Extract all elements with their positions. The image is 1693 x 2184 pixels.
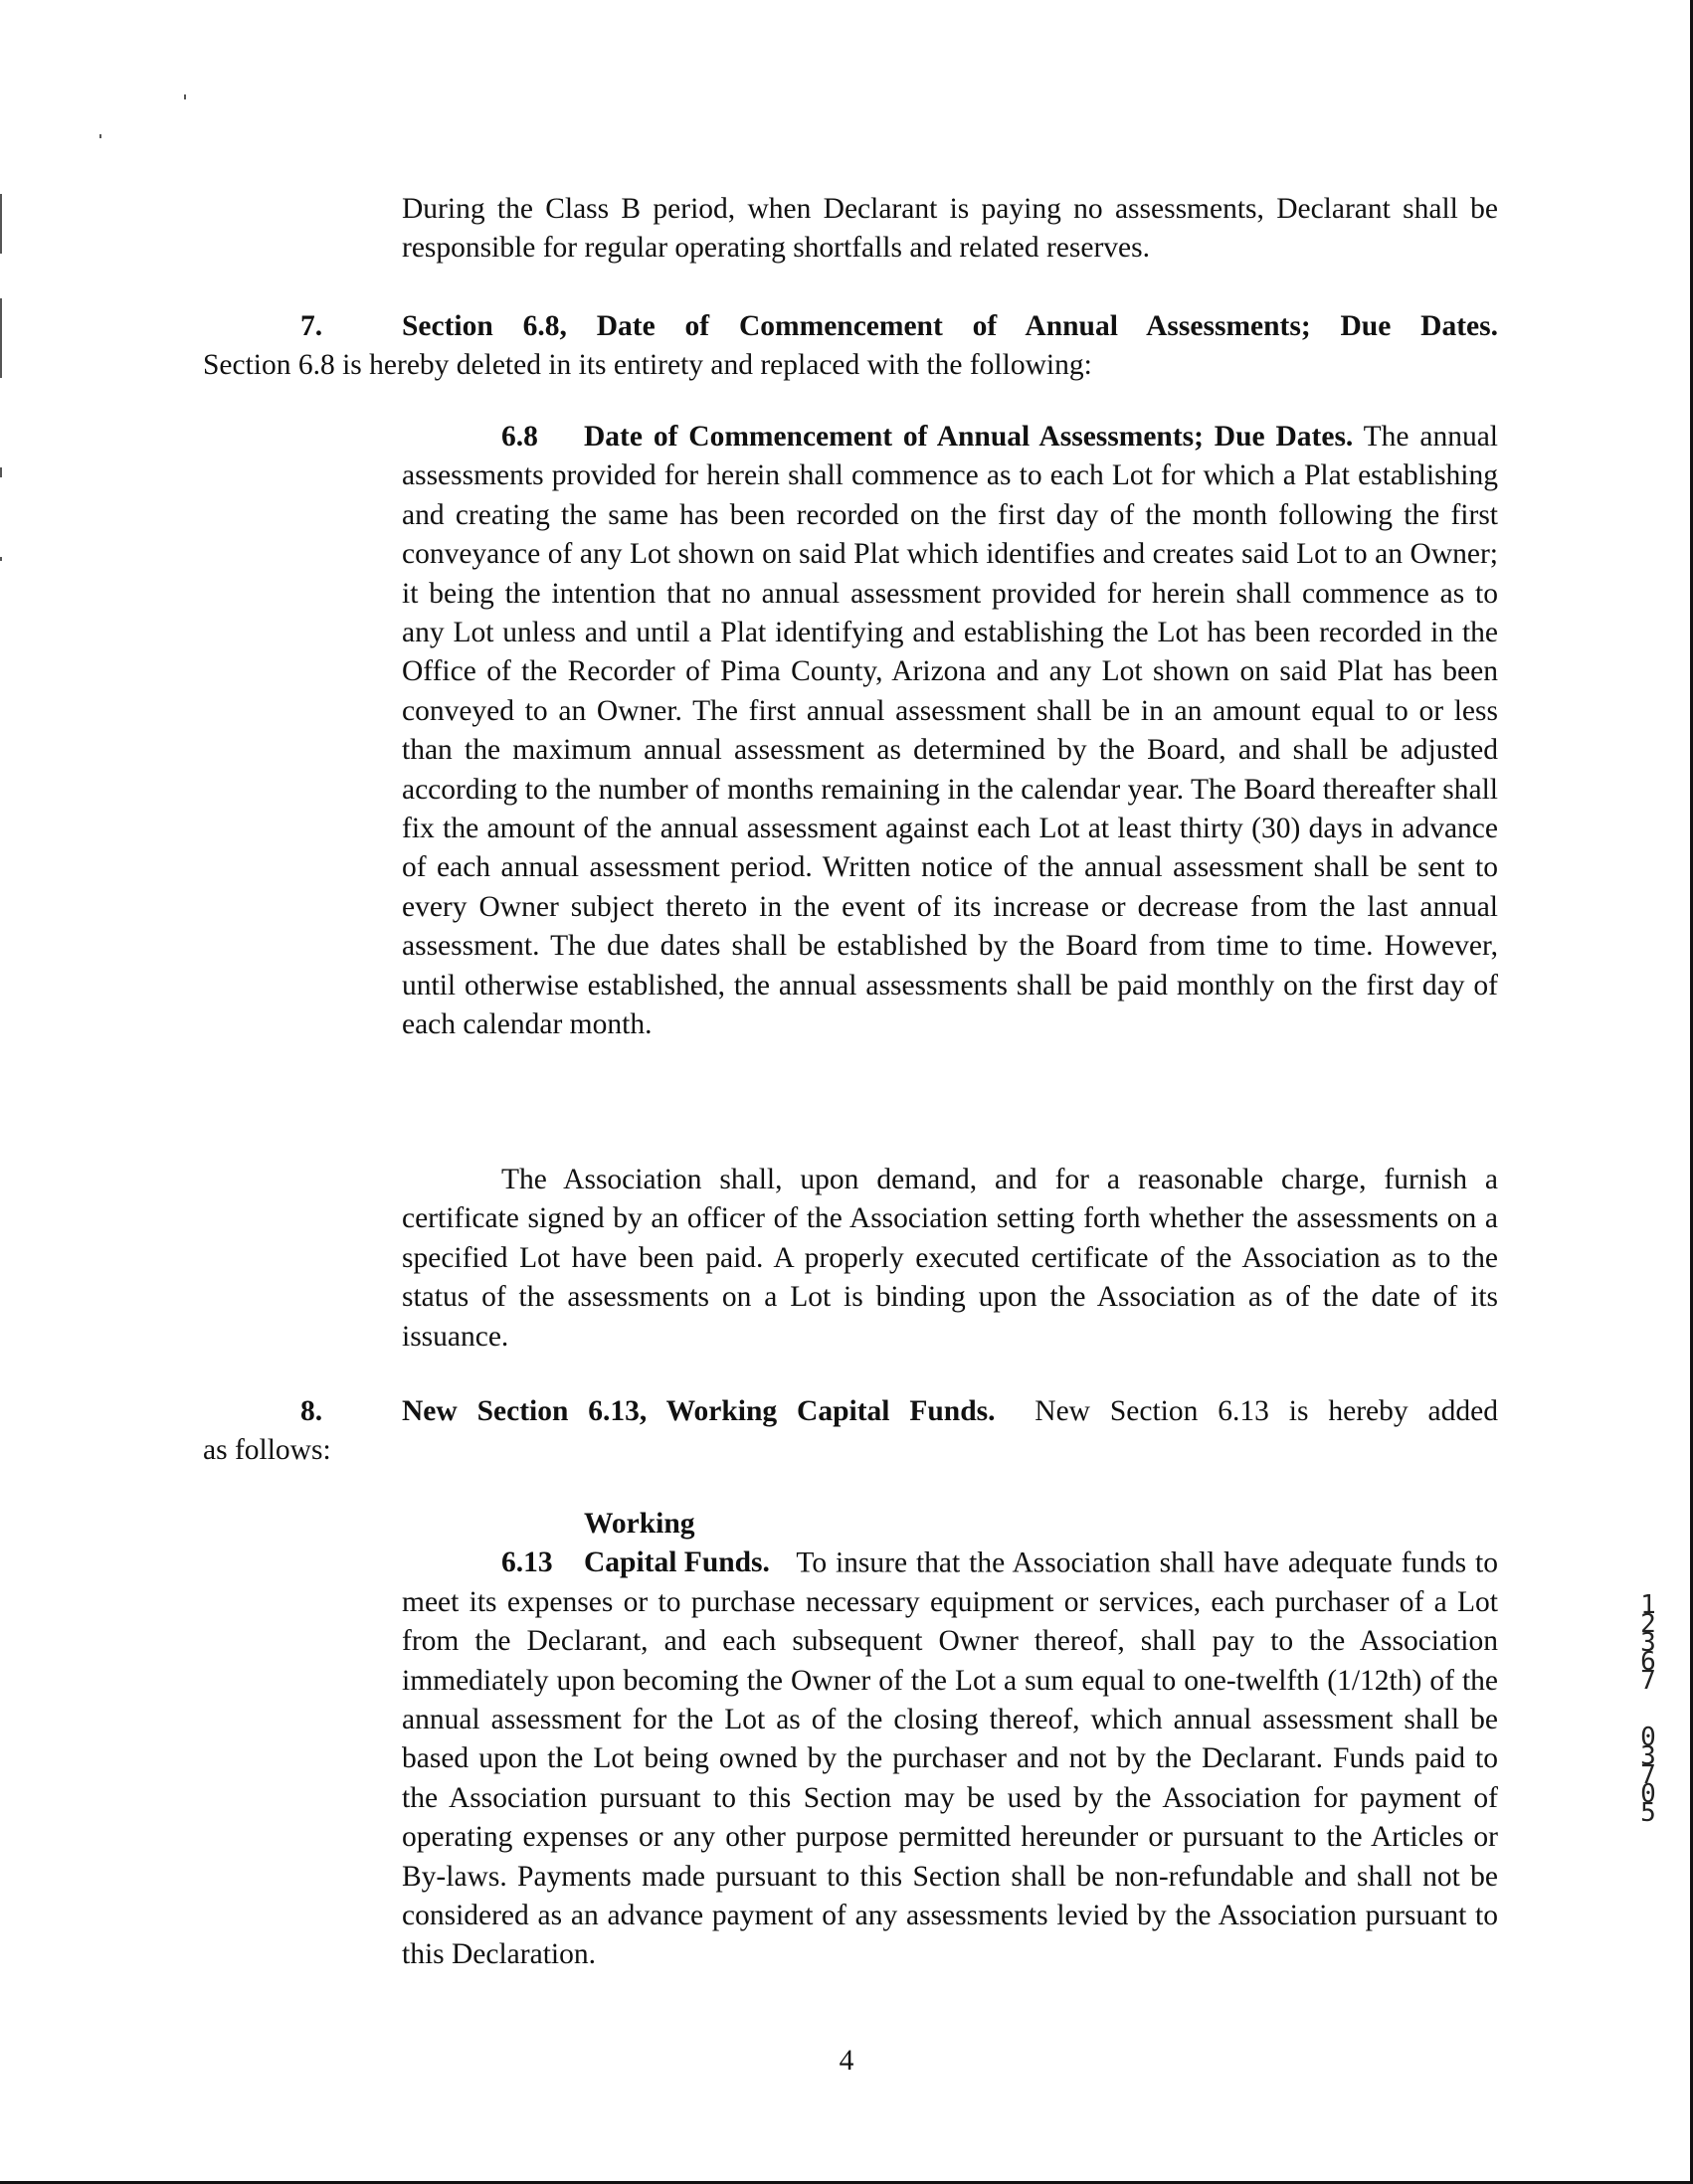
item-8-text: New Section 6.13 is hereby added xyxy=(1035,1395,1498,1427)
item-7-number: 7. xyxy=(300,310,323,342)
section-6-8-heading: Date of Commencement of Annual Assessments; Due Dates. xyxy=(584,421,1354,453)
item-8-continuation: as follows: xyxy=(203,1434,331,1467)
scan-speck xyxy=(184,94,186,99)
item-8-heading: New Section 6.13, Working Capital Funds. xyxy=(402,1395,996,1427)
recording-number-part2: 03705 xyxy=(1640,1723,1656,1828)
item-7-heading-text: Section 6.8, Date of Commencement of Annual Assessments; Due Dates. xyxy=(402,310,1498,342)
item-7-continuation: Section 6.8 is hereby deleted in its entirety and replaced with the following: xyxy=(203,349,1092,382)
section-6-13-heading: Working Capital Funds. xyxy=(584,1508,770,1579)
recording-number-part1: 12367 xyxy=(1640,1590,1656,1696)
section-6-13 xyxy=(402,1505,1498,1975)
item-7 xyxy=(0,307,1693,387)
paragraph-class-b-period: During the Class B period, when Declarant is paying no assessments, Declarant shall be responsible for regular operating shortfalls and related reserves. xyxy=(402,193,1498,265)
recording-number xyxy=(1635,1590,1661,1828)
item-8-number: 8. xyxy=(300,1395,323,1427)
item-8-heading-line xyxy=(402,1392,1498,1431)
scan-speck xyxy=(99,134,101,138)
item-8 xyxy=(0,1392,1693,1472)
section-6-8-number: 6.8 xyxy=(501,421,538,453)
section-6-13-body: To insure that the Association shall have adequate funds to meet its expenses or to purchase necessary equipment or services, each purchaser of a Lot from the Declarant, and each subsequent Owner thereof, shall pay to the Association immediately upon becoming the Owner of the Lot a sum equal to one-twelfth (1/12th) of the annual assessment for the Lot as of the closing thereof, which annual assessment shall be based upon the Lot being owned by the purchaser and not by the Declarant. Funds paid to the Association pursuant to this Section may be used by the Association for payment of operating expenses or any other purpose permitted hereunder or pursuant to the Articles or By-laws. Payments made pursuant to this Section shall be non-refundable and shall not be considered as an advance payment of any assessments levied by the Association pursuant to this Declaration. xyxy=(402,1547,1498,1971)
item-7-heading xyxy=(402,307,1498,346)
paragraph-certificate: The Association shall, upon demand, and for a reasonable charge, furnish a certificate signed by an officer of the Association setting forth whether the assessments on a specified Lot have been paid. A properly executed certificate of the Association as to the status of the assessments on a Lot is binding upon the Association as of the date of its issuance. xyxy=(402,1164,1498,1353)
page-number: 4 xyxy=(839,2045,854,2077)
section-6-13-number: 6.13 xyxy=(501,1547,553,1579)
section-6-8 xyxy=(402,418,1498,1045)
section-6-8-body: The annual assessments provided for herein shall commence as to each Lot for which a Plat establishing and creating the same has been recorded on the first day of the month following the first conveyance of any Lot shown on said Plat which identifies and creates said Lot to an Owner; it being the intention that no annual assessment provided for herein shall commence as to any Lot unless and until a Plat identifying and establishing the Lot has been recorded in the Office of the Recorder of Pima County, Arizona and any Lot shown on said Plat has been conveyed to an Owner. The first annual assessment shall be in an amount equal to or less than the maximum annual assessment as determined by the Board, and shall be adjusted according to the number of months remaining in the calendar year. The Board thereafter shall fix the amount of the annual assessment against each Lot at least thirty (30) days in advance of each annual assessment period. Written notice of the annual assessment shall be sent to every Owner subject thereto in the event of its increase or decrease from the last annual assessment. The due dates shall be established by the Board from time to time. However, until otherwise established, the annual assessments shall be paid monthly on the first day of each calendar month. xyxy=(402,421,1498,1041)
